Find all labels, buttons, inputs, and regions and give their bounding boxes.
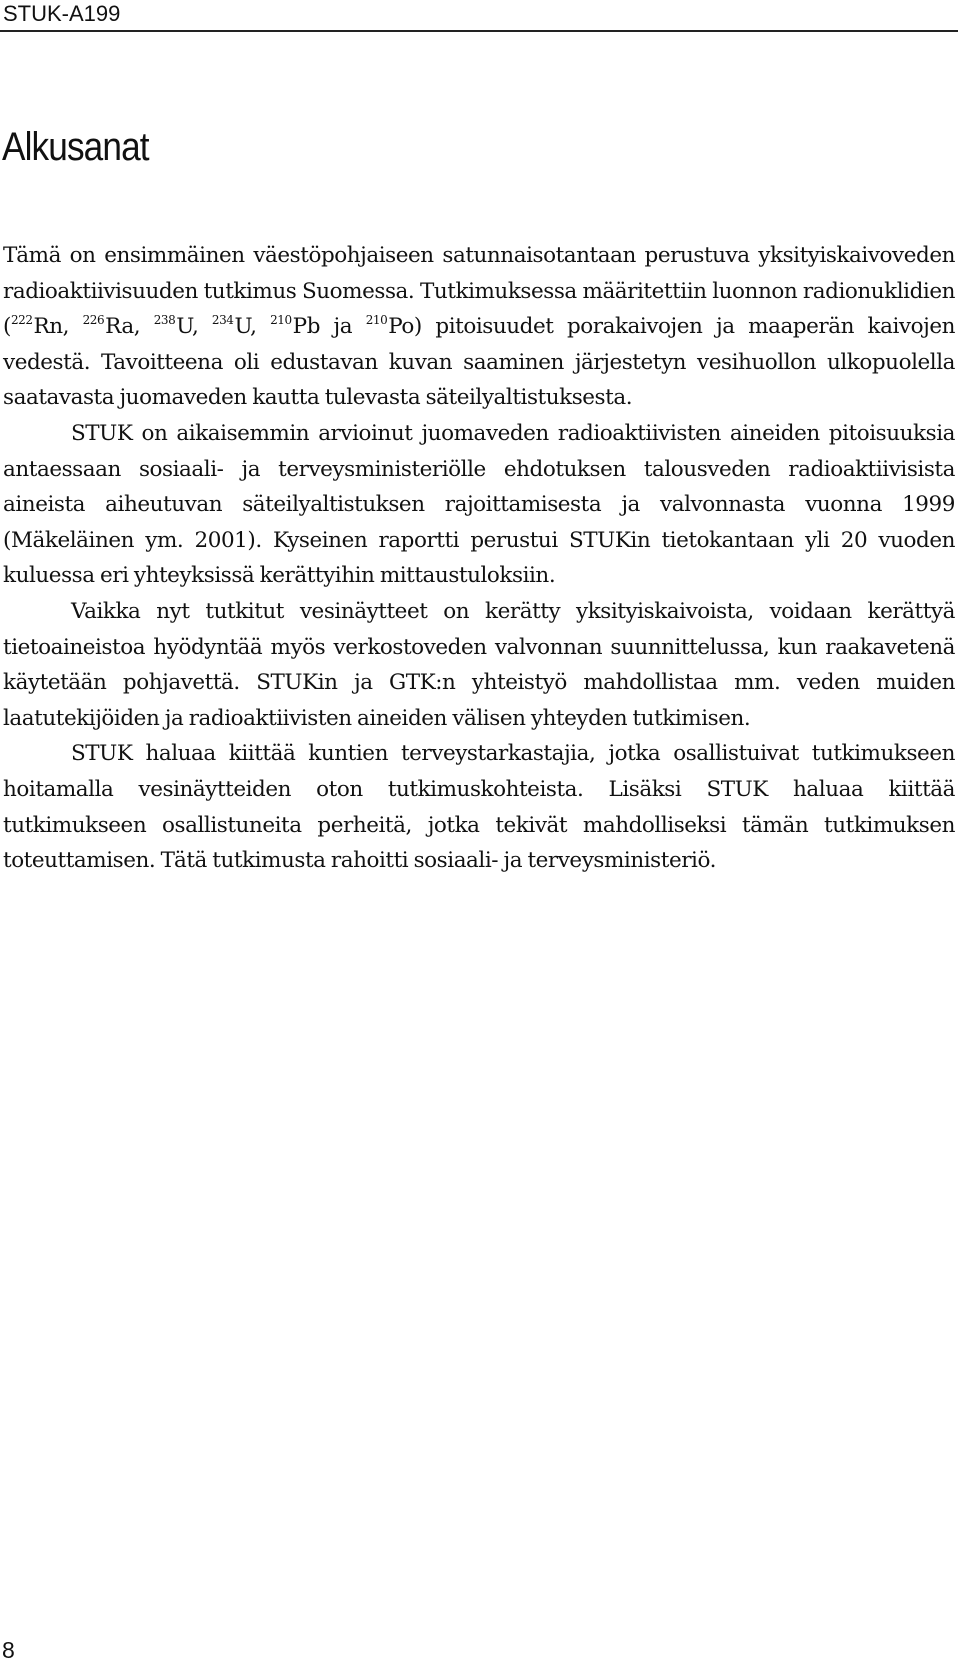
paragraph-1-text-end: pitoisuudet porakaivojen ja maaperän kaivojen vedestä. Tavoitteena oli edustavan kuvan saaminen järjestetyn vesihuollon ulkopuolella saatavasta juomaveden kautta tulevasta säteilyaltistuksesta. (3, 314, 955, 411)
isotope-mass: 210 (365, 313, 388, 328)
page-title: Alkusanat (2, 125, 149, 169)
isotope-symbol: Po) (388, 314, 422, 340)
isotope-mass: 238 (153, 313, 176, 328)
running-header (0, 0, 958, 32)
isotope-mass: 234 (211, 313, 234, 328)
isotope-mass: 226 (82, 313, 105, 328)
paragraph-4: STUK haluaa kiittää kuntien terveystarkastajia, jotka osallistuivat tutkimukseen hoitamalla vesinäytteiden oton tutkimuskohteista. Lisäksi STUK haluaa kiittää tutkimukseen osallistuneita perheitä, jotka tekivät mahdolliseksi tämän tutkimuksen toteuttamisen. Tätä tutkimusta rahoitti sosiaali- ja terveysministeriö. (3, 741, 955, 874)
report-code: STUK-A199 (3, 1, 121, 26)
isotope-symbol: U, (176, 314, 212, 340)
isotope-symbol: U, (234, 314, 271, 340)
paragraph-3: Vaikka nyt tutkitut vesinäytteet on kerätty yksityiskaivoista, voidaan kerättyä tietoaineistoa hyödyntää myös verkostoveden valvonnan suunnittelussa, kun raakavetenä käytetään pohjavettä. STUKin ja GTK:n yhteistyö mahdollistaa mm. veden muiden laatutekijöiden ja radioaktiivisten aineiden välisen yhteyden tutkimisen. (3, 598, 955, 731)
isotope-mass: 210 (270, 313, 292, 328)
paragraph-2: STUK on aikaisemmin arvioinut juomaveden radioaktiivisten aineiden pitoisuuksia antaessaan sosiaali- ja terveysministeriölle ehdotuksen talousveden radioaktiivisista aineista aiheutuvan säteilyaltistuksen rajoittamisesta ja valvonnasta vuonna 1999 (Mäkeläinen ym. 2001). Kyseinen raportti perustui STUKin tietokantaan yli 20 vuoden kuluessa eri yhteyksissä kerättyihin mittaustuloksiin. (3, 420, 955, 589)
isotope-symbol: Pb ja (292, 314, 366, 340)
paragraph-1-text-start: Tämä on ensimmäinen väestöpohjaiseen satunnaisotantaan perustuva yksityiskaivoveden radioaktiivisuuden tutkimus Suomessa. Tutkimuksessa määritettiin luonnon radionuklidien ( (3, 243, 955, 340)
paragraph-1 (3, 238, 955, 416)
isotope-mass: 222 (10, 313, 33, 328)
isotope-symbol: Rn, (33, 314, 83, 340)
page-number: 8 (2, 1637, 15, 1663)
isotope-symbol: Ra, (105, 314, 154, 340)
body-text (3, 238, 955, 879)
